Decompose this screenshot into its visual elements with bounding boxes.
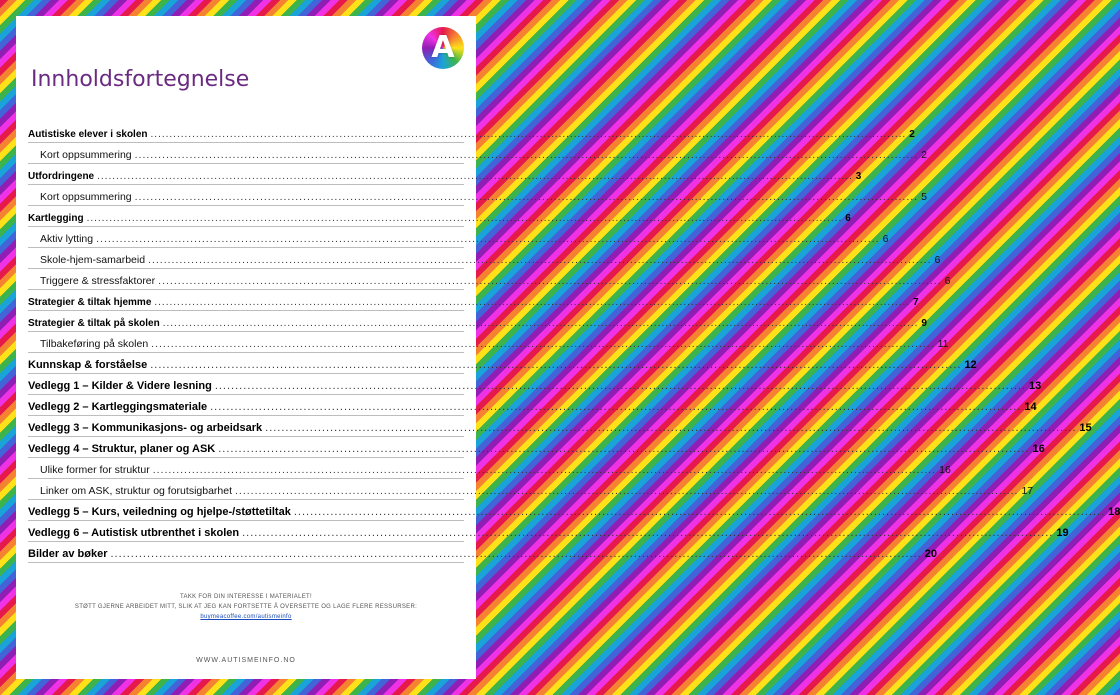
toc-entry-page: 15 xyxy=(1079,422,1092,434)
toc-entry[interactable] xyxy=(28,290,919,311)
toc-entry-label: Kort oppsummering xyxy=(40,191,132,203)
toc-entry-label: Vedlegg 2 – Kartleggingsmateriale xyxy=(28,401,208,413)
toc-entry-page: 2 xyxy=(921,149,927,161)
toc-leader-dots: ........................................................................................................................................................................................................ xyxy=(265,422,1077,434)
toc-entry-label: Vedlegg 5 – Kurs, veiledning og hjelpe-/støttetiltak xyxy=(28,506,291,518)
footer-thanks: TAKK FOR DIN INTERESSE I MATERIALET! xyxy=(180,594,312,600)
toc-leader-dots: ........................................................................................................................................................................................................ xyxy=(242,527,1054,539)
footer-website[interactable]: WWW.AUTISMEINFO.NO xyxy=(196,657,296,664)
toc-entry[interactable] xyxy=(28,437,1045,458)
toc-entry[interactable] xyxy=(28,416,1092,437)
toc-entry-label: Triggere & stressfaktorer xyxy=(40,275,156,287)
toc-entry-page: 9 xyxy=(921,318,927,329)
autismeinfo-logo-icon xyxy=(422,27,464,69)
toc-entry-label: Autistiske elever i skolen xyxy=(28,129,148,140)
toc-entry-page: 16 xyxy=(939,464,951,476)
toc-entry[interactable] xyxy=(28,185,927,206)
toc-entry[interactable] xyxy=(28,353,977,374)
toc-entry-label: Linker om ASK, struktur og forutsigbarhet xyxy=(40,485,233,497)
toc-entry-page: 6 xyxy=(934,254,941,266)
toc-entry-page: 6 xyxy=(882,233,889,245)
toc-entry-page: 18 xyxy=(1108,506,1120,518)
logo-letter: A xyxy=(431,30,455,65)
toc-leader-dots: ........................................................................................................................................................................................................ xyxy=(293,506,1106,518)
toc-leader-dots: ........................................................................................................................................................................................................ xyxy=(110,548,922,560)
toc-entry[interactable] xyxy=(28,122,915,143)
toc-entry-page: 16 xyxy=(1032,443,1045,455)
toc-entry[interactable] xyxy=(28,248,941,269)
toc-entry-label: Vedlegg 6 – Autistisk utbrenthet i skolen xyxy=(28,527,240,539)
toc-entry[interactable] xyxy=(28,521,1069,542)
toc-entry[interactable] xyxy=(28,395,1037,416)
toc-leader-dots: ........................................................................................................................................................................................................ xyxy=(86,213,843,224)
toc-entry-page: 5 xyxy=(921,191,927,203)
toc-entry-page: 7 xyxy=(913,297,919,308)
footer-donation-link[interactable]: buymeacoffee.com/autismeinfo xyxy=(200,614,292,620)
footer-support-text: STØTT GJERNE ARBEIDET MITT, SLIK AT JEG KAN FORTSETTE Å OVERSETTE OG LAGE FLERE RESSURSER: xyxy=(74,604,418,610)
toc-entry-label: Tilbakeføring på skolen xyxy=(40,338,149,350)
toc-entry[interactable] xyxy=(28,227,889,248)
toc-entry-label: Strategier & tiltak på skolen xyxy=(28,318,160,329)
toc-entry[interactable] xyxy=(28,311,927,332)
toc-entry-label: Utfordringene xyxy=(28,171,95,182)
toc-entry-page: 13 xyxy=(1029,380,1042,392)
toc-entry-label: Ulike former for struktur xyxy=(40,464,150,476)
toc-entry-page: 6 xyxy=(944,275,951,287)
toc-leader-dots: ........................................................................................................................................................................................................ xyxy=(97,171,853,182)
document-page xyxy=(16,16,1120,679)
toc-leader-dots: ........................................................................................................................................................................................................ xyxy=(148,254,932,266)
toc-entry[interactable] xyxy=(28,542,937,563)
toc-leader-dots: ........................................................................................................................................................................................................ xyxy=(158,275,942,287)
toc-entry-label: Vedlegg 4 – Struktur, planer og ASK xyxy=(28,443,216,455)
toc-entry[interactable] xyxy=(28,269,951,290)
toc-entry-page: 12 xyxy=(964,359,977,371)
toc-leader-dots: ........................................................................................................................................................................................................ xyxy=(214,380,1027,392)
toc-leader-dots: ........................................................................................................................................................................................................ xyxy=(134,149,919,161)
toc-entry-label: Strategier & tiltak hjemme xyxy=(28,297,152,308)
toc-entry-page: 6 xyxy=(845,213,851,224)
toc-entry-label: Kartlegging xyxy=(28,213,84,224)
toc-leader-dots: ........................................................................................................................................................................................................ xyxy=(134,191,919,203)
toc-entry[interactable] xyxy=(28,479,1034,500)
toc-entry-page: 2 xyxy=(909,129,915,140)
toc-leader-dots: ........................................................................................................................................................................................................ xyxy=(154,297,911,308)
toc-entry[interactable] xyxy=(28,332,949,353)
toc-leader-dots: ........................................................................................................................................................................................................ xyxy=(96,233,880,245)
toc-entry-label: Skole-hjem-samarbeid xyxy=(40,254,146,266)
toc-entry-page: 17 xyxy=(1021,485,1034,497)
toc-entry[interactable] xyxy=(28,143,927,164)
toc-leader-dots: ........................................................................................................................................................................................................ xyxy=(218,443,1030,455)
toc-entry-page: 14 xyxy=(1024,401,1037,413)
page-title: Innholdsfortegnelse xyxy=(31,67,250,92)
toc-leader-dots: ........................................................................................................................................................................................................ xyxy=(150,129,907,140)
toc-entry-label: Aktiv lytting xyxy=(40,233,94,245)
toc-entry-label: Kort oppsummering xyxy=(40,149,132,161)
toc-entry-label: Vedlegg 3 – Kommunikasjons- og arbeidsark xyxy=(28,422,263,434)
toc-leader-dots: ........................................................................................................................................................................................................ xyxy=(162,318,919,329)
toc-entry[interactable] xyxy=(28,206,851,227)
toc-entry-label: Vedlegg 1 – Kilder & Videre lesning xyxy=(28,380,212,392)
toc-leader-dots: ........................................................................................................................................................................................................ xyxy=(151,338,935,350)
toc-leader-dots: ........................................................................................................................................................................................................ xyxy=(235,485,1019,497)
toc-entry-page: 11 xyxy=(937,338,949,350)
toc-entry[interactable] xyxy=(28,164,862,185)
toc-leader-dots: ........................................................................................................................................................................................................ xyxy=(210,401,1022,413)
toc-entry-page: 20 xyxy=(924,548,937,560)
toc-entry[interactable] xyxy=(28,500,1120,521)
toc-entry[interactable] xyxy=(28,374,1042,395)
table-of-contents xyxy=(28,122,1120,563)
toc-entry[interactable] xyxy=(28,458,951,479)
toc-leader-dots: ........................................................................................................................................................................................................ xyxy=(152,464,937,476)
toc-entry-page: 3 xyxy=(855,171,862,182)
toc-entry-label: Kunnskap & forståelse xyxy=(28,359,148,371)
toc-leader-dots: ........................................................................................................................................................................................................ xyxy=(150,359,962,371)
toc-entry-page: 19 xyxy=(1056,527,1069,539)
toc-entry-label: Bilder av bøker xyxy=(28,548,108,560)
